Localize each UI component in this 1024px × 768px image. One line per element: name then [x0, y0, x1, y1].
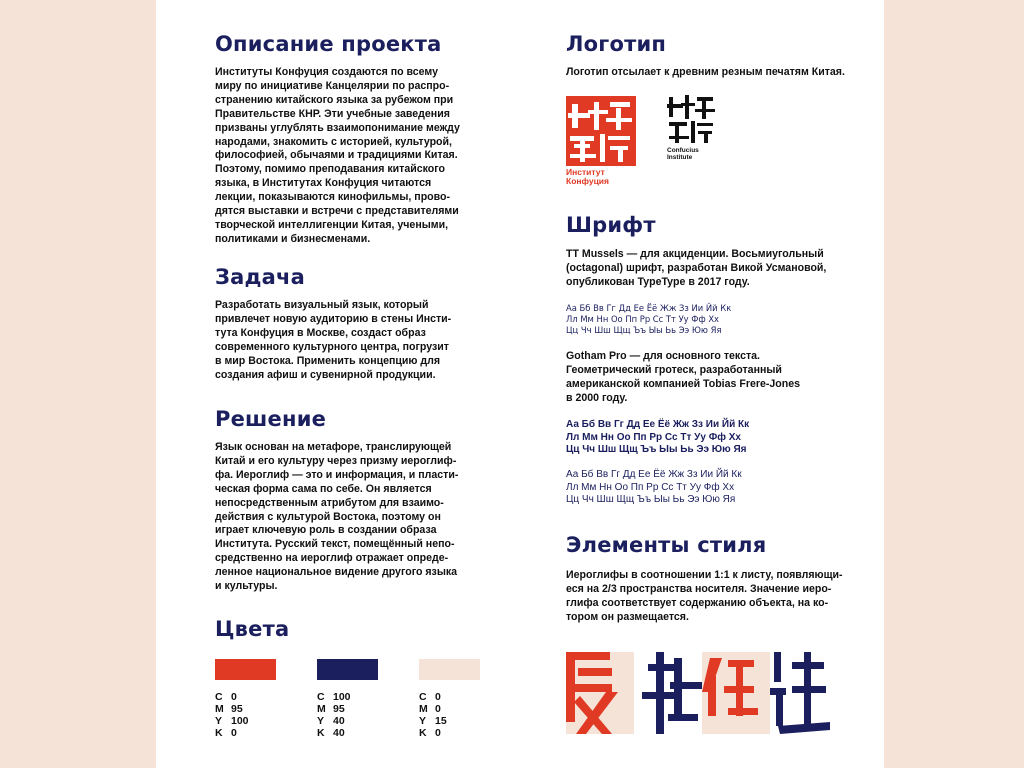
cmyk-value: 0	[435, 703, 441, 715]
text-line: Института. Русский текст, помещённый непо-	[215, 538, 455, 551]
cmyk-row-m	[215, 703, 249, 715]
cmyk-value: 95	[333, 703, 345, 715]
text-line: опубликован TypeType в 2017 году.	[566, 275, 750, 288]
text-line: языка, в Институтах Конфуция читаются	[215, 177, 432, 190]
cmyk-label: M	[317, 703, 326, 715]
cmyk-row-k	[419, 727, 447, 739]
cmyk-label: M	[419, 703, 428, 715]
colors-title: Цвета	[215, 617, 290, 641]
solution-text	[215, 441, 458, 594]
alphabet-gotham-bold	[566, 419, 749, 457]
text-line: Gotham Pro — для основного текста.	[566, 350, 761, 362]
text-line: Институты Конфуция создаются по всему	[215, 66, 439, 78]
cmyk-label: Y	[317, 715, 325, 727]
cmyk-value: 0	[231, 727, 237, 739]
text-line: в 2000 году.	[566, 391, 628, 404]
text-line: Разработать визуальный язык, который	[215, 299, 429, 311]
cmyk-row-m	[419, 703, 447, 715]
cmyk-row-k	[215, 727, 249, 739]
cmyk-label: K	[419, 727, 427, 739]
hieroglyph-navy-tall-icon	[770, 652, 832, 734]
text-line: современного культурного центра, погрузит	[215, 340, 449, 353]
text-line: привлечет новую аудиторию в стены Инсти-	[215, 312, 452, 325]
logo-caption-en-2: Institute	[667, 154, 693, 161]
font-text-1	[566, 248, 826, 290]
solution-title: Решение	[215, 407, 327, 431]
text-line: Лл Мм Нн Оо Пп Рр Сс Тт Уу Фф Хх	[566, 314, 720, 324]
cmyk-value: 0	[231, 691, 237, 703]
task-title: Задача	[215, 265, 306, 289]
text-line: еся на 2/3 пространства носителя. Значение иеро-	[566, 582, 832, 595]
text-line: тута Конфуция в Москве, создаст образ	[215, 326, 426, 339]
document-page	[156, 0, 884, 768]
cmyk-navy	[317, 691, 351, 739]
logo-title: Логотип	[566, 32, 667, 56]
text-line: ленное национальное видение другого языка	[215, 566, 458, 579]
seal-black-icon	[667, 95, 717, 145]
text-line: Аа Бб Вв Гг Дд Ее Ёё Жж Зз Ии Йй Кк	[566, 303, 732, 313]
cmyk-beige	[419, 691, 447, 739]
text-line: призваны углублять взаимопонимание между	[215, 121, 460, 134]
cmyk-row-y	[419, 715, 447, 727]
text-line: творческой интеллигенции Китая, учеными,	[215, 218, 449, 231]
swatch-red	[215, 659, 276, 680]
cmyk-row-y	[317, 715, 351, 727]
text-line: Цц Чч Шш Щщ Ъъ Ыы Ьь Ээ Юю Яя	[566, 325, 722, 335]
task-text	[215, 299, 451, 382]
text-line: философией, обычаями и традициями Китая.	[215, 149, 458, 162]
text-line: (octagonal) шрифт, разработан Викой Усмановой,	[566, 261, 827, 274]
text-line: играет ключевую роль в создании образа	[215, 524, 437, 537]
text-line: американской компанией Tobias Frere-Jones	[566, 377, 800, 390]
text-line: глифа соответствует содержанию объекта, на ко-	[566, 596, 829, 609]
cmyk-value: 15	[435, 715, 447, 727]
hieroglyph-red-icon	[566, 652, 634, 734]
style-elements-title: Элементы стиля	[566, 533, 767, 557]
cmyk-row-c	[215, 691, 249, 703]
cmyk-row-c	[419, 691, 447, 703]
text-line: миру по инициативе Канцелярии по распро-	[215, 79, 450, 92]
text-line: дятся выставки и встречи с представителями	[215, 205, 459, 218]
cmyk-row-m	[317, 703, 351, 715]
cmyk-label: M	[215, 703, 224, 715]
text-line: средственно на иероглиф отражает опреде-	[215, 552, 449, 565]
text-line: действия с культурой Востока, поэтому он	[215, 510, 441, 523]
cmyk-label: Y	[419, 715, 427, 727]
cmyk-row-y	[215, 715, 249, 727]
text-line: народами, знакомить с историей, культурой,	[215, 135, 452, 148]
description-title: Описание проекта	[215, 32, 442, 56]
cmyk-label: Y	[215, 715, 223, 727]
text-line: Геометрический гротеск, разработанный	[566, 363, 782, 376]
text-line: странению китайского языка за рубежом при	[215, 93, 454, 106]
hieroglyph-navy-icon	[634, 652, 702, 734]
logo-caption-en-1: Confucius	[667, 147, 699, 154]
cmyk-red	[215, 691, 249, 739]
description-text	[215, 66, 460, 247]
cmyk-value: 100	[231, 715, 249, 727]
text-line: и культуры.	[215, 580, 278, 593]
text-line: ческая форма сама по себе. Он является	[215, 482, 432, 495]
cmyk-label: K	[317, 727, 325, 739]
hieroglyph-tile-1	[566, 652, 634, 734]
seal-red-icon	[566, 96, 636, 166]
text-line: непосредственным атрибутом для взаимо-	[215, 496, 444, 509]
text-line: Лл Мм Нн Оо Пп Рр Сс Тт Уу Фф Хх	[566, 481, 735, 493]
logo-caption-ru-2: Конфуция	[566, 176, 609, 186]
hieroglyph-tile-2	[634, 652, 702, 734]
text-line: Правительстве КНР. Эти учебные заведения	[215, 107, 450, 120]
cmyk-value: 40	[333, 715, 345, 727]
cmyk-value: 0	[435, 727, 441, 739]
cmyk-row-k	[317, 727, 351, 739]
hieroglyph-tile-4	[770, 652, 832, 734]
text-line: Цц Чч Шш Щщ Ъъ Ыы Ьь Ээ Юю Яя	[566, 444, 747, 455]
text-line: Аа Бб Вв Гг Дд Ее Ёё Жж Зз Ии Йй Кк	[566, 419, 750, 430]
text-line: Язык основан на метафоре, транслирующей	[215, 441, 452, 453]
swatch-beige	[419, 659, 480, 680]
swatch-navy	[317, 659, 378, 680]
logo-text: Логотип отсылает к древним резным печатям Китая.	[566, 66, 845, 78]
cmyk-value: 95	[231, 703, 243, 715]
alphabet-gotham-regular	[566, 469, 742, 507]
cmyk-value: 40	[333, 727, 345, 739]
hieroglyph-tile-3	[702, 652, 770, 734]
font-title: Шрифт	[566, 213, 656, 237]
text-line: в мир Востока. Применить концепцию для	[215, 354, 441, 367]
text-line: тором он размещается.	[566, 610, 689, 623]
text-line: Иероглифы в соотношении 1:1 к листу, появляющи-	[566, 569, 843, 581]
text-line: Аа Бб Вв Гг Дд Ее Ёё Жж Зз Ии Йй Кк	[566, 469, 742, 480]
text-line: фа. Иероглиф — это и информация, и пласти-	[215, 468, 459, 481]
cmyk-label: C	[317, 691, 325, 703]
text-line: Цц Чч Шш Щщ Ъъ Ыы Ьь Ээ Юю Яя	[566, 494, 736, 505]
text-line: политиками и бизнесменами.	[215, 232, 371, 245]
text-line: Лл Мм Нн Оо Пп Рр Сс Тт Уу Фф Хх	[566, 431, 741, 443]
font-text-2	[566, 350, 800, 406]
cmyk-row-c	[317, 691, 351, 703]
text-line: Китай и его культуру через призму иероглиф-	[215, 454, 457, 467]
logo-black-seal	[667, 95, 727, 165]
cmyk-label: C	[215, 691, 223, 703]
text-line: лекции, показываются кинофильмы, прово-	[215, 191, 451, 204]
cmyk-label: K	[215, 727, 223, 739]
cmyk-value: 0	[435, 691, 441, 703]
logo-caption-ru-1: Институт	[566, 167, 605, 177]
logo-red-seal	[566, 96, 636, 186]
cmyk-label: C	[419, 691, 427, 703]
hieroglyph-red-small-icon	[702, 652, 770, 734]
cmyk-value: 100	[333, 691, 351, 703]
text-line: TT Mussels — для акциденции. Восьмиугольный	[566, 248, 824, 260]
style-elements-text	[566, 569, 843, 625]
text-line: создания афиш и сувенирной продукции.	[215, 368, 436, 381]
text-line: Поэтому, помимо преподавания китайского	[215, 163, 445, 176]
alphabet-tt-mussels	[566, 303, 731, 336]
